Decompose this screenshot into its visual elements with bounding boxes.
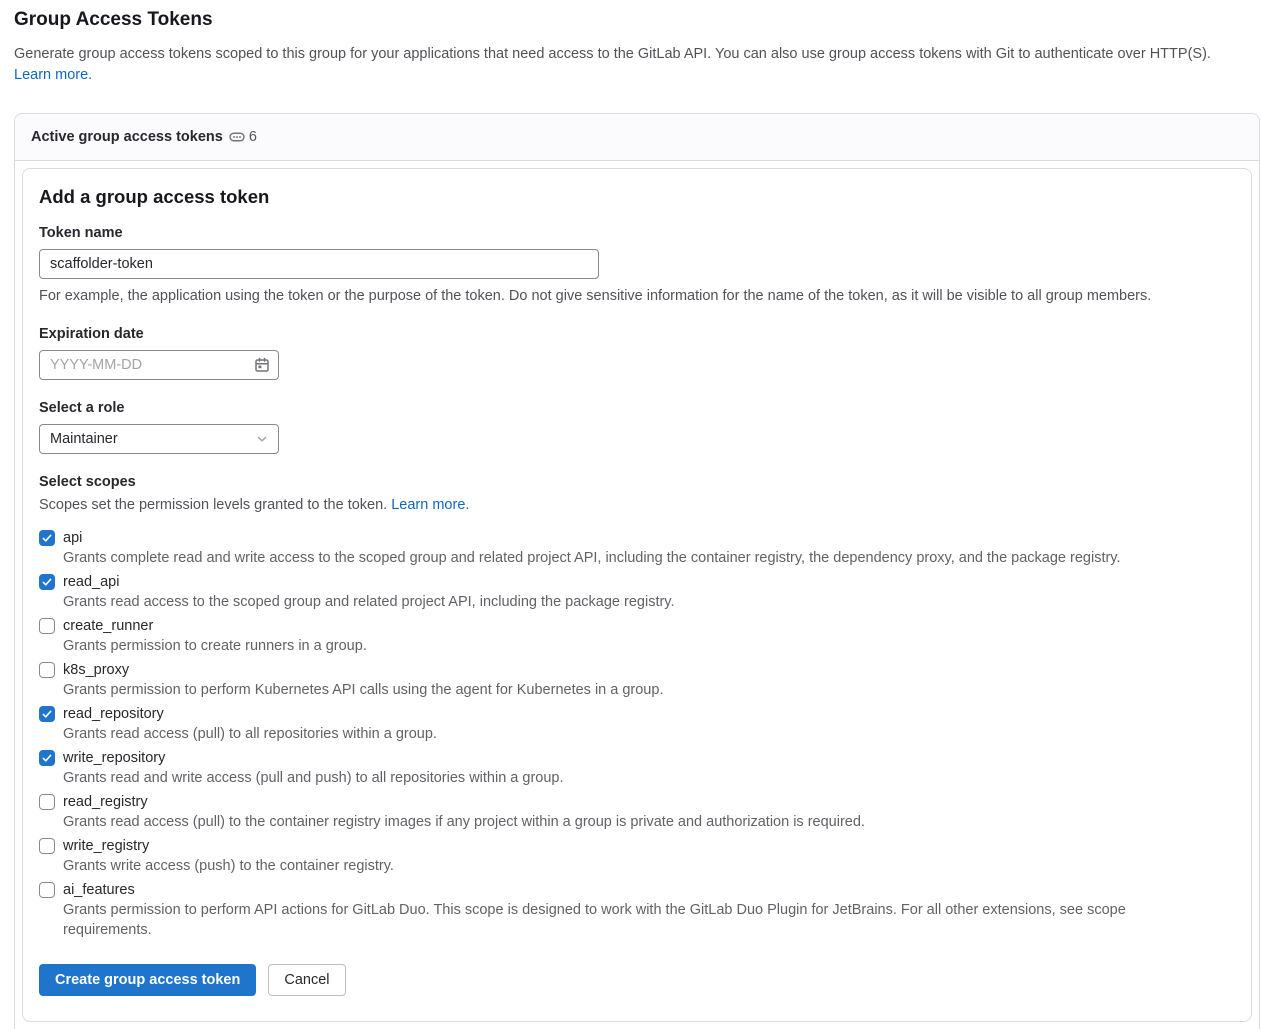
- active-tokens-heading: Active group access tokens: [31, 129, 223, 145]
- scope-row: [39, 836, 1235, 876]
- cancel-button[interactable]: Cancel: [268, 964, 345, 996]
- role-selected-value: Maintainer: [50, 431, 118, 447]
- chevron-down-icon: [255, 432, 269, 446]
- scope-checkbox[interactable]: [39, 706, 55, 722]
- scope-description: Grants permission to create runners in a group.: [63, 638, 367, 654]
- expiration-date-label: Expiration date: [39, 326, 144, 342]
- token-name-input[interactable]: [39, 249, 599, 279]
- scope-description: Grants read and write access (pull and push) to all repositories within a group.: [63, 770, 564, 786]
- scopes-list: [39, 528, 1235, 940]
- check-icon: [41, 752, 53, 764]
- scope-label: api: [63, 530, 83, 546]
- role-label: Select a role: [39, 400, 125, 416]
- scope-checkbox[interactable]: [39, 794, 55, 810]
- active-tokens-count-value: 6: [248, 129, 257, 145]
- expiration-date-field: [39, 350, 279, 380]
- scopes-label: Select scopes: [39, 474, 136, 490]
- role-group: [39, 400, 1235, 454]
- token-name-help: For example, the application using the token or the purpose of the token. Do not give sensitive information for the name of the token, as it will be visible to all group members.: [39, 288, 1152, 304]
- scope-row: [39, 660, 1235, 700]
- expiration-date-input[interactable]: [39, 350, 279, 380]
- learn-more-link[interactable]: Learn more.: [14, 67, 93, 83]
- add-token-form-card: [22, 168, 1252, 1022]
- scope-row: [39, 880, 1235, 940]
- form-actions: [39, 964, 1235, 996]
- scope-row: [39, 616, 1235, 656]
- scope-row: [39, 792, 1235, 832]
- scope-description: Grants complete read and write access to the scoped group and related project API, including the container registry, the dependency proxy, and the package registry.: [63, 550, 1121, 566]
- scopes-learn-more-link[interactable]: Learn more.: [391, 497, 470, 513]
- scopes-help: [39, 495, 1235, 515]
- scope-label: k8s_proxy: [63, 662, 130, 678]
- scope-checkbox[interactable]: [39, 530, 55, 546]
- check-icon: [41, 532, 53, 544]
- scope-description: Grants read access (pull) to the container registry images if any project within a group is private and authorization is required.: [63, 814, 865, 830]
- scope-checkbox[interactable]: [39, 750, 55, 766]
- create-token-button[interactable]: Create group access token: [39, 964, 256, 996]
- scope-label: write_registry: [63, 838, 150, 854]
- scope-label: create_runner: [63, 618, 154, 634]
- scope-row: [39, 704, 1235, 744]
- token-name-label: Token name: [39, 225, 123, 241]
- scope-row: [39, 528, 1235, 568]
- scope-description: Grants read access (pull) to all repositories within a group.: [63, 726, 437, 742]
- scope-label: read_repository: [63, 706, 164, 722]
- scopes-section: [39, 474, 1235, 940]
- check-icon: [41, 576, 53, 588]
- scope-description: Grants read access to the scoped group and related project API, including the package registry.: [63, 594, 675, 610]
- page-description: [14, 44, 1247, 86]
- scope-description: Grants write access (push) to the container registry.: [63, 858, 394, 874]
- scopes-help-text: Scopes set the permission levels granted to the token.: [39, 497, 388, 513]
- expiration-date-group: [39, 326, 1235, 380]
- scope-row: [39, 748, 1235, 788]
- page-title: Group Access Tokens: [14, 9, 213, 30]
- scope-row: [39, 572, 1235, 612]
- scope-checkbox[interactable]: [39, 574, 55, 590]
- token-pill-icon: [229, 129, 245, 145]
- scope-checkbox[interactable]: [39, 882, 55, 898]
- active-tokens-body: [15, 161, 1259, 1029]
- scope-checkbox[interactable]: [39, 838, 55, 854]
- page-description-text: Generate group access tokens scoped to this group for your applications that need access to the GitLab API. You can also use group access tokens with Git to authenticate over HTTP(S).: [14, 46, 1211, 62]
- scope-label: read_api: [63, 574, 120, 590]
- active-tokens-card: [14, 113, 1260, 1029]
- token-name-group: [39, 225, 1235, 306]
- active-tokens-header: [15, 114, 1259, 161]
- page-intro: [14, 9, 1260, 86]
- scope-description: Grants permission to perform API actions for GitLab Duo. This scope is designed to work with the GitLab Duo Plugin for JetBrains. For all other extensions, see scope requirements.: [63, 902, 1126, 938]
- active-tokens-count: [229, 129, 257, 145]
- scope-label: write_repository: [63, 750, 166, 766]
- scope-label: ai_features: [63, 882, 135, 898]
- check-icon: [41, 708, 53, 720]
- add-token-heading: Add a group access token: [39, 186, 270, 207]
- scope-checkbox[interactable]: [39, 618, 55, 634]
- scope-checkbox[interactable]: [39, 662, 55, 678]
- scope-label: read_registry: [63, 794, 148, 810]
- role-select[interactable]: [39, 424, 279, 454]
- scope-description: Grants permission to perform Kubernetes API calls using the agent for Kubernetes in a group.: [63, 682, 664, 698]
